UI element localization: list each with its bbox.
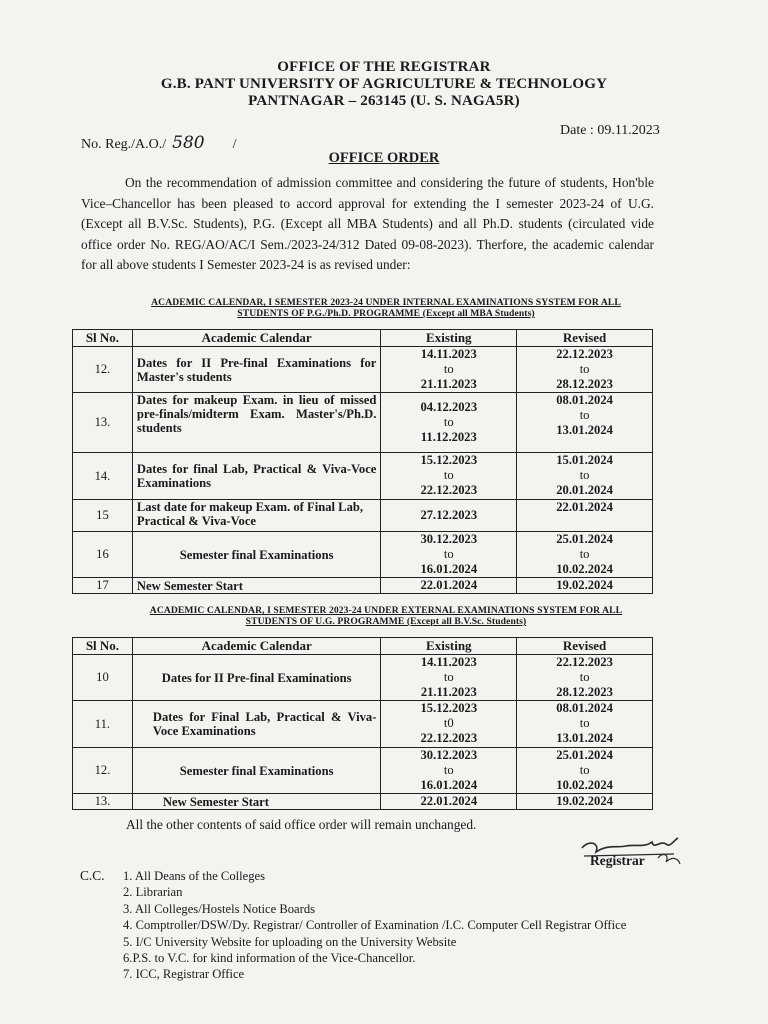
existing-from: 15.12.2023 xyxy=(420,453,478,467)
row-event: Dates for II Pre-final Examinations for Master's students xyxy=(132,347,381,393)
row-existing xyxy=(381,393,517,453)
revised-to: 10.02.2024 xyxy=(556,778,613,792)
existing-to: 11.12.2023 xyxy=(420,430,477,444)
list-item: 3. All Colleges/Hostels Notice Boards xyxy=(123,901,316,916)
list-item: 7. ICC, Registrar Office xyxy=(123,967,245,982)
revised-to-word: to xyxy=(579,547,590,561)
revised-from: 22.12.2023 xyxy=(556,655,613,669)
list-item: 4. Comptroller/DSW/Dy. Registrar/ Controller of Examination /I.C. Computer Cell Registrar Office xyxy=(123,918,627,933)
table-row xyxy=(73,453,653,500)
existing-from: 04.12.2023 xyxy=(420,400,478,414)
row-sl: 17 xyxy=(73,578,133,594)
order-title: OFFICE ORDER xyxy=(328,150,440,166)
existing-from: 14.11.2023 xyxy=(420,655,477,669)
row-existing xyxy=(381,347,517,393)
col-header-sl: Sl No. xyxy=(73,638,133,655)
revised-to-word: to xyxy=(579,408,590,422)
reference-handwritten-number: 580 xyxy=(172,133,205,153)
unchanged-note: All the other contents of said office order will remain unchanged. xyxy=(126,817,477,832)
table2-caption-line2: STUDENTS OF U.G. PROGRAMME (Except all B.V.Sc. Students) xyxy=(245,616,527,627)
row-sl: 15 xyxy=(73,500,133,532)
row-revised: 22.01.2024 xyxy=(517,500,653,532)
col-header-calendar: Academic Calendar xyxy=(132,638,381,655)
row-existing: 27.12.2023 xyxy=(381,500,517,532)
existing-from: 30.12.2023 xyxy=(420,532,478,546)
existing-to: 21.11.2023 xyxy=(420,377,477,391)
row-existing xyxy=(381,655,517,701)
row-sl: 13. xyxy=(73,393,133,453)
row-event: Last date for makeup Exam. of Final Lab, Practical & Viva-Voce xyxy=(132,500,381,532)
row-revised xyxy=(517,701,653,748)
row-revised xyxy=(517,347,653,393)
col-header-existing: Existing xyxy=(381,638,517,655)
col-header-existing: Existing xyxy=(381,330,517,347)
calendar-table-external xyxy=(72,637,653,810)
existing-to: 22.12.2023 xyxy=(420,731,478,745)
row-sl: 11. xyxy=(73,701,133,748)
row-sl: 13. xyxy=(73,794,133,810)
table-row xyxy=(73,532,653,578)
revised-to-word: to xyxy=(579,468,590,482)
revised-to: 28.12.2023 xyxy=(556,377,613,391)
revised-to-word: to xyxy=(579,763,590,777)
row-existing xyxy=(381,748,517,794)
row-event: Dates for final Lab, Practical & Viva-Voce Examinations xyxy=(132,453,381,500)
col-header-revised: Revised xyxy=(517,638,653,655)
existing-to: 22.12.2023 xyxy=(420,483,478,497)
row-sl: 12. xyxy=(73,347,133,393)
row-revised xyxy=(517,453,653,500)
revised-to: 13.01.2024 xyxy=(556,423,613,437)
signature-title: Registrar xyxy=(590,853,645,868)
calendar-table-internal xyxy=(72,329,653,594)
row-revised: 19.02.2024 xyxy=(517,578,653,594)
row-event: Semester final Examinations xyxy=(132,532,381,578)
row-existing xyxy=(381,453,517,500)
table-row xyxy=(73,794,653,810)
existing-to: 16.01.2024 xyxy=(420,778,478,792)
revised-to-word: to xyxy=(579,670,590,684)
cc-label: C.C. xyxy=(80,868,105,883)
list-item: 5. I/C University Website for uploading on the University Website xyxy=(123,934,457,949)
table-header-row xyxy=(73,638,653,655)
existing-to-word: to xyxy=(443,763,454,777)
revised-to: 20.01.2024 xyxy=(556,483,613,497)
row-revised: 19.02.2024 xyxy=(517,794,653,810)
revised-from: 25.01.2024 xyxy=(556,532,613,546)
table-row xyxy=(73,347,653,393)
revised-from: 08.01.2024 xyxy=(556,393,613,407)
reference-slash: / xyxy=(232,137,237,152)
table-row xyxy=(73,500,653,532)
row-existing: 22.01.2024 xyxy=(381,578,517,594)
existing-to-word: to xyxy=(443,362,454,376)
table2-caption-line1: ACADEMIC CALENDAR, I SEMESTER 2023-24 UNDER EXTERNAL EXAMINATIONS SYSTEM FOR ALL xyxy=(149,605,623,616)
reference-prefix: No. Reg./A.O./ xyxy=(81,137,167,152)
existing-to-word: to xyxy=(443,468,454,482)
revised-from: 15.01.2024 xyxy=(556,453,613,467)
row-revised xyxy=(517,748,653,794)
row-revised xyxy=(517,532,653,578)
col-header-revised: Revised xyxy=(517,330,653,347)
row-existing: 22.01.2024 xyxy=(381,794,517,810)
table-row xyxy=(73,578,653,594)
revised-to-word: to xyxy=(579,716,590,730)
existing-from: 14.11.2023 xyxy=(420,347,477,361)
row-event: New Semester Start xyxy=(132,578,381,594)
row-sl: 16 xyxy=(73,532,133,578)
header-office: OFFICE OF THE REGISTRAR xyxy=(277,59,491,75)
table1-caption xyxy=(80,297,692,319)
col-header-sl: Sl No. xyxy=(73,330,133,347)
cc-list xyxy=(123,868,626,983)
header-university: G.B. PANT UNIVERSITY OF AGRICULTURE & TECHNOLOGY xyxy=(160,76,608,92)
table1-caption-line2: STUDENTS OF P.G./Ph.D. PROGRAMME (Except all MBA Students) xyxy=(237,308,535,319)
row-existing xyxy=(381,701,517,748)
list-item: 6.P.S. to V.C. for kind information of the Vice-Chancellor. xyxy=(123,951,416,966)
revised-from: 25.01.2024 xyxy=(556,748,613,762)
row-event: New Semester Start xyxy=(132,794,381,810)
revised-from: 22.12.2023 xyxy=(556,347,613,361)
revised-from: 08.01.2024 xyxy=(556,701,613,715)
table-row xyxy=(73,701,653,748)
row-sl: 14. xyxy=(73,453,133,500)
col-header-calendar: Academic Calendar xyxy=(132,330,381,347)
row-event: Dates for II Pre-final Examinations xyxy=(132,655,381,701)
list-item: 2. Librarian xyxy=(123,885,183,900)
existing-from: 15.12.2023 xyxy=(420,701,478,715)
existing-to-word: to xyxy=(443,547,454,561)
revised-to-word: to xyxy=(579,362,590,376)
row-event: Semester final Examinations xyxy=(132,748,381,794)
table-row xyxy=(73,655,653,701)
revised-to: 28.12.2023 xyxy=(556,685,613,699)
row-event: Dates for Final Lab, Practical & Viva-Voce Examinations xyxy=(132,701,381,748)
existing-to-word: t0 xyxy=(443,716,454,730)
table1-caption-line1: ACADEMIC CALENDAR, I SEMESTER 2023-24 UNDER INTERNAL EXAMINATIONS SYSTEM FOR ALL xyxy=(151,297,621,308)
existing-to-word: to xyxy=(443,415,454,429)
order-date: Date : 09.11.2023 xyxy=(560,123,660,138)
row-event: Dates for makeup Exam. in lieu of missed pre-finals/midterm Exam. Master's/Ph.D. students xyxy=(132,393,381,453)
existing-from: 30.12.2023 xyxy=(420,748,478,762)
list-item: 1. All Deans of the Colleges xyxy=(123,869,266,883)
order-body: On the recommendation of admission committee and considering the future of students, Hon'ble Vice–Chancellor has been pleased to accord approval for extending the I semester 2023-24 of U.G. (Except all B.V.Sc. Students), P.G. (Except all MBA Students) and all Ph.D. students (circulated vide office order No. REG/AO/AC/I Sem./2023-24/312 Dated 09-08-2023). Therfore, the academic calendar for all above students I Semester 2023-24 is as revised under: xyxy=(81,175,654,272)
header-address: PANTNAGAR – 263145 (U. S. NAGA5R) xyxy=(248,93,520,109)
row-revised xyxy=(517,393,653,453)
existing-to-word: to xyxy=(443,670,454,684)
row-sl: 10 xyxy=(73,655,133,701)
revised-to: 13.01.2024 xyxy=(556,731,613,745)
table2-caption xyxy=(80,605,692,627)
existing-to: 21.11.2023 xyxy=(420,685,477,699)
table-row xyxy=(73,393,653,453)
table-header-row xyxy=(73,330,653,347)
row-existing xyxy=(381,532,517,578)
row-revised xyxy=(517,655,653,701)
row-sl: 12. xyxy=(73,748,133,794)
existing-to: 16.01.2024 xyxy=(420,562,478,576)
table-row xyxy=(73,748,653,794)
revised-to: 10.02.2024 xyxy=(556,562,613,576)
